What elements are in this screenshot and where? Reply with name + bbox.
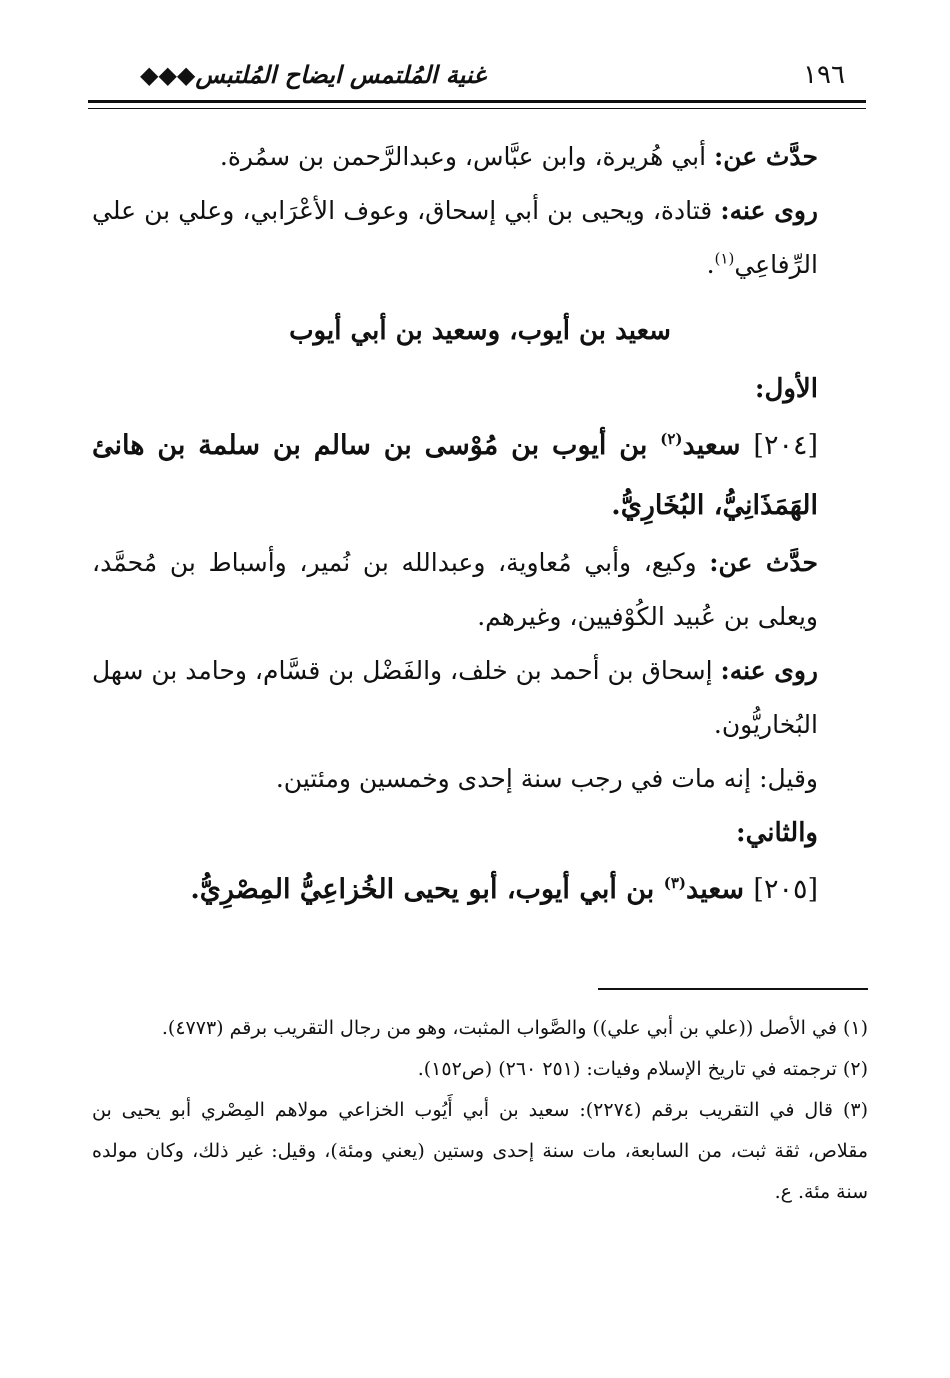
hadath-label: حدَّث عن: — [709, 548, 818, 577]
header-rule-thin — [88, 108, 866, 109]
second-label: والثاني: — [736, 818, 818, 848]
entry-204-name-rest: بن أيوب بن مُوْسى بن سالم بن سلمة بن هانئ الهَمَذَانِيُّ، البُخَارِيُّ. — [92, 430, 818, 521]
rawa-label: روى عنه: — [720, 196, 818, 225]
footnote-3: (٣) قال في التقريب برقم (٢٢٧٤): سعيد بن أبي أَيُوب الخزاعي مولاهم المِصْري أبو يحيى بن مقلاص، ثقة ثبت، من السابعة، مات سنة إحدى وستين (يعني ومئة)، وقيل: غير ذلك، وكان مولده سنة مئة. ع. — [92, 1099, 869, 1203]
header-rule-thick — [88, 100, 866, 103]
death-note: وقيل: إنه مات في رجب سنة إحدى وخمسين ومئتين. — [275, 764, 818, 793]
footnote-ref-1[interactable]: (١) — [714, 249, 735, 268]
page-number: ١٩٦ — [803, 60, 845, 90]
main-text — [92, 130, 868, 920]
first-hadath-paragraph — [92, 536, 868, 644]
footnote-2: (٢) ترجمته في تاريخ الإسلام وفيات: (٢٥١ ٢٦٠) (ص١٥٢). — [417, 1058, 868, 1080]
entry-205-name-start: سعيد — [686, 874, 744, 905]
rawa-end: . — [706, 250, 715, 279]
footnote-ref-2[interactable]: (٢) — [660, 430, 683, 448]
footnotes — [92, 1008, 868, 1213]
footnote-ref-3[interactable]: (٣) — [663, 874, 687, 892]
hadath-label: حدَّث عن: — [714, 142, 818, 171]
entry-205-name-rest: بن أبي أيوب، أبو يحيى الخُزاعِيُّ المِصْرِيُّ. — [190, 874, 655, 905]
rawa-label: روى عنه: — [720, 656, 818, 685]
footnote-1: (١) في الأصل ((علي بن أبي علي)) والصَّواب المثبت، وهو من رجال التقريب برقم (٤٧٧٣). — [161, 1017, 868, 1039]
entry-205 — [92, 860, 868, 920]
footnote-separator — [598, 988, 868, 990]
hadath-text: وكيع، وأبي مُعاوية، وعبدالله بن نُمير، وأسباط بن مُحمَّد، ويعلى بن عُبيد الكُوْفيين، وغيرهم. — [92, 548, 818, 631]
entry-number-204: [٢٠٤] — [753, 430, 818, 461]
page-header — [90, 58, 865, 98]
running-title: غنية المُلتمس ايضاح المُلتبس◆◆◆ — [140, 60, 486, 89]
prev-rawa-paragraph — [92, 184, 868, 292]
entry-204 — [92, 416, 868, 536]
section-heading: سعيد بن أيوب، وسعيد بن أبي أيوب — [289, 316, 671, 346]
entry-204-name-start: سعيد — [682, 430, 741, 461]
rawa-text: إسحاق بن أحمد بن خلف، والفَضْل بن قسَّام، وحامد بن سهل البُخاريُّون. — [92, 656, 818, 739]
entry-number-205: [٢٠٥] — [753, 874, 818, 905]
hadath-text: أبي هُريرة، وابن عبَّاس، وعبدالرَّحمن بن سمُرة. — [219, 142, 707, 171]
first-rawa-paragraph — [92, 644, 868, 752]
first-label: الأول: — [754, 374, 818, 404]
prev-hadath-paragraph — [92, 130, 868, 184]
rawa-text: قتادة، ويحيى بن أبي إسحاق، وعوف الأعْرَابي، وعلي بن علي الرِّفاعِي — [92, 196, 818, 279]
